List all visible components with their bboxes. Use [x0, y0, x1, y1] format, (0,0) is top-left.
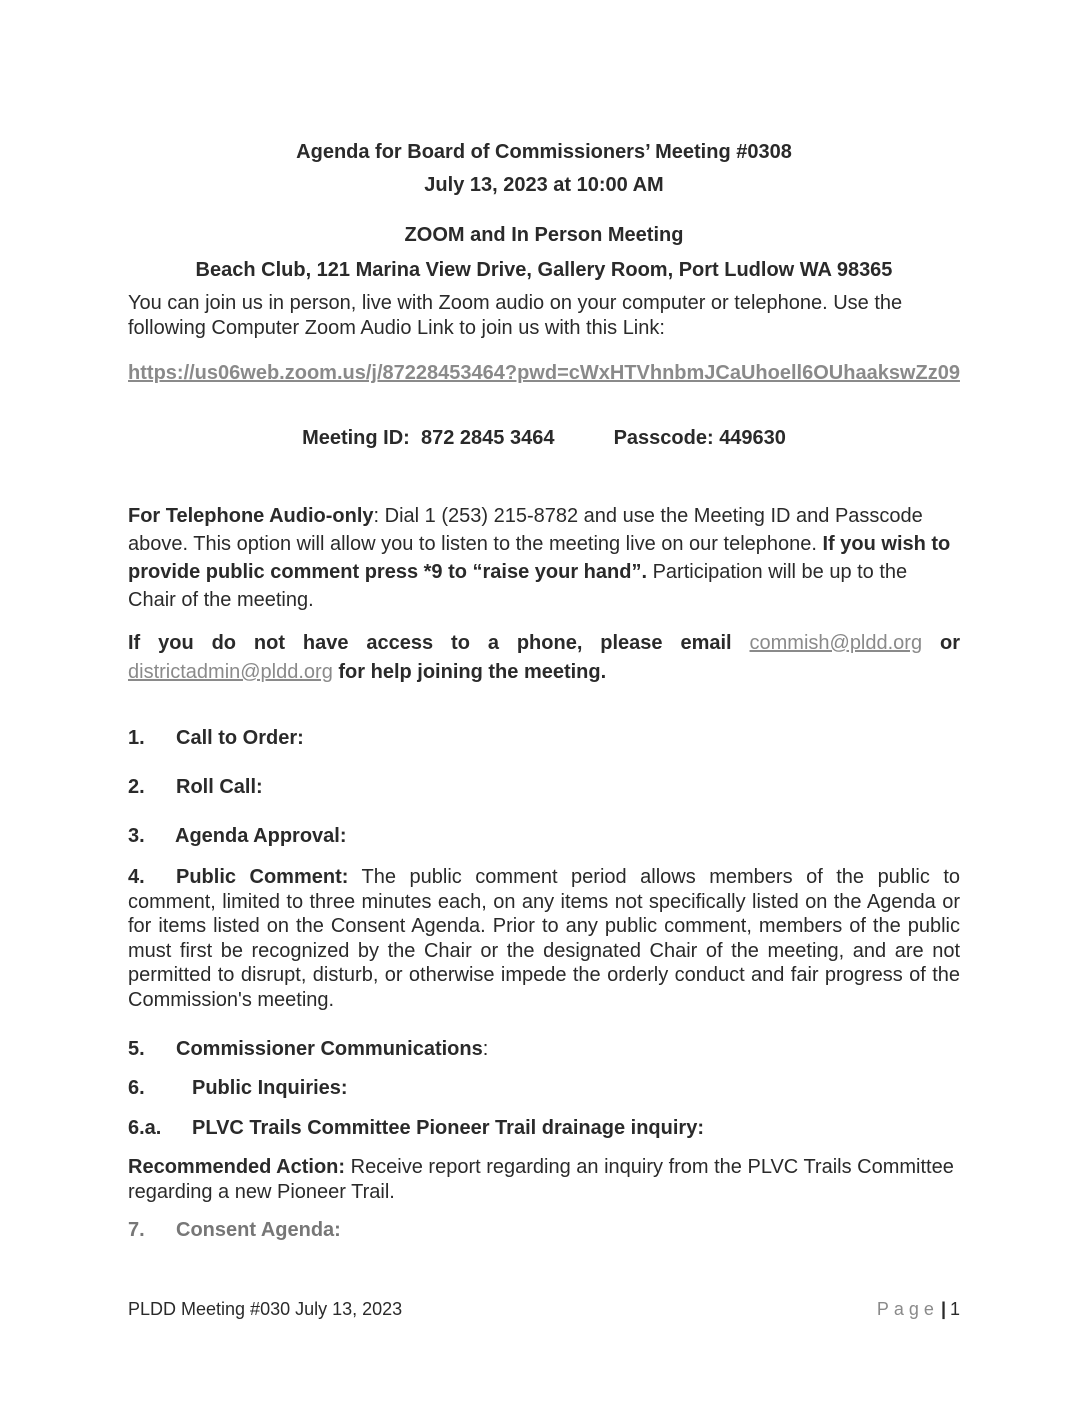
meeting-datetime: July 13, 2023 at 10:00 AM: [424, 174, 664, 196]
item-text: The public comment period allows members of the public to comment, limited to three minutes each, on any items not specifically listed on the Agenda or for items listed on the Consent Agenda. Prior to any public comment, members of the public must first be recognized by the Chair or the designated Chair of the meeting, and are not permitted to disrupt, disturb, or otherwise impede the orderly conduct and fair progress of the Commission's meeting.: [128, 866, 961, 1011]
meeting-id-label: Meeting ID:: [302, 427, 410, 449]
page-number: 1: [949, 1299, 960, 1319]
no-phone-or: or: [922, 632, 960, 654]
item-title: Public Inquiries:: [192, 1077, 348, 1099]
page-word: Page: [876, 1299, 939, 1319]
item-number: 6.a.: [128, 1117, 162, 1139]
recommended-action-label: Recommended Action:: [128, 1156, 346, 1178]
agenda-item-4: [128, 865, 960, 1012]
item-number: 6.: [128, 1077, 145, 1099]
email-districtadmin-link[interactable]: districtadmin@pldd.org: [128, 661, 333, 683]
telephone-text-2: Participation will be up to the Chair of the meeting.: [128, 561, 908, 611]
zoom-link[interactable]: https://us06web.zoom.us/j/87228453464?pwd=cWxHTVhnbmJCaUhoell6OUhaakswZz09: [128, 362, 960, 384]
item-title: Roll Call:: [176, 776, 263, 798]
meeting-id: 872 2845 3464: [420, 427, 555, 449]
item-number: 5.: [128, 1038, 145, 1060]
meeting-credentials: [128, 427, 960, 450]
item-title: Consent Agenda:: [176, 1219, 341, 1241]
item-number: 4.: [128, 866, 145, 888]
no-phone-text-2: for help joining the meeting.: [332, 661, 607, 683]
passcode-label: Passcode:: [613, 427, 714, 449]
item-title: Agenda Approval:: [175, 825, 347, 847]
agenda-item-3: [128, 824, 960, 849]
telephone-text-1: : Dial 1 (253) 215-8782 and use the Meeting ID and Passcode above. This option will allow you to listen to the meeting live on our telephone.: [128, 505, 923, 555]
agenda-item-6a: [128, 1116, 960, 1141]
item-suffix: :: [482, 1038, 489, 1060]
footer-meeting-info: PLDD Meeting #030 July 13, 2023: [128, 1299, 403, 1319]
footer-page-number: [877, 1299, 960, 1320]
telephone-label: For Telephone Audio-only: [128, 505, 374, 527]
item-number: 7.: [128, 1219, 145, 1241]
page-separator: |: [940, 1299, 946, 1319]
recommended-action-text: Receive report regarding an inquiry from the PLVC Trails Committee regarding a new Pioneer Trail.: [128, 1156, 954, 1203]
email-commish-link[interactable]: commish@pldd.org: [749, 632, 923, 654]
telephone-public-comment: If you wish to provide public comment press *9 to “raise your hand”.: [128, 533, 951, 583]
item-number: 1.: [128, 727, 145, 749]
agenda-item-7: [128, 1218, 960, 1243]
intro-paragraph: You can join us in person, live with Zoom audio on your computer or telephone. Use the following Computer Zoom Audio Link to join us with this Link:: [128, 292, 903, 339]
item-number: 2.: [128, 776, 145, 798]
recommended-action: [128, 1155, 960, 1205]
agenda-title: Agenda for Board of Commissioners’ Meeting #0308: [296, 141, 792, 163]
item-title: PLVC Trails Committee Pioneer Trail drainage inquiry:: [192, 1117, 704, 1139]
telephone-paragraph: [128, 502, 960, 614]
agenda-item-1: [128, 726, 960, 751]
no-phone-paragraph: [128, 629, 960, 687]
agenda-item-6: [128, 1076, 960, 1101]
passcode: 449630: [719, 427, 786, 449]
meeting-type: ZOOM and In Person Meeting: [404, 224, 684, 246]
item-title: Public Comment:: [176, 866, 349, 888]
agenda-item-5: [128, 1037, 960, 1062]
agenda-item-2: [128, 775, 960, 800]
meeting-location: Beach Club, 121 Marina View Drive, Gallery Room, Port Ludlow WA 98365: [195, 259, 893, 281]
no-phone-text-1: If you do not have access to a phone, please email: [128, 632, 750, 654]
item-title: Call to Order:: [176, 727, 304, 749]
item-title: Commissioner Communications: [176, 1038, 483, 1060]
item-number: 3.: [128, 825, 145, 847]
